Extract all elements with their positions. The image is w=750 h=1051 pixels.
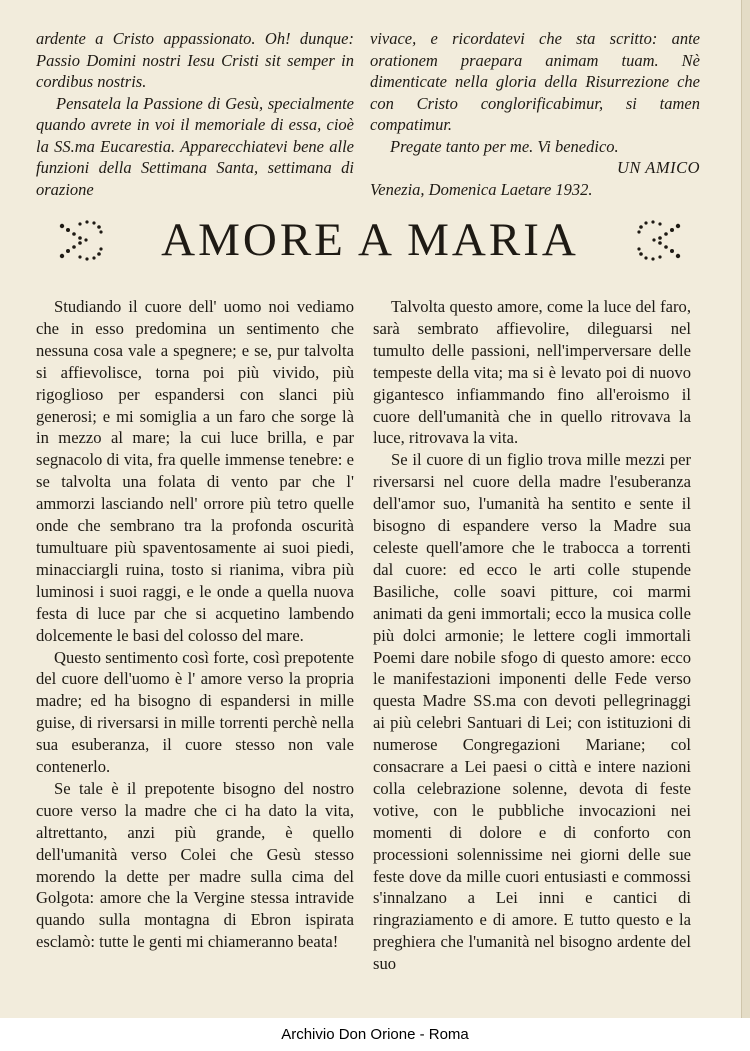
letter-column-right bbox=[370, 28, 700, 200]
article-column-right bbox=[373, 296, 691, 975]
article-paragraph: Questo sentimento così forte, così prepotente del cuore dell'uomo è l' amore verso la propria madre; ed ha bisogno di espandersi in mille guise, di riversarsi in mille torrenti perchè nella sua esuberanza, il cuore stesso non vale contenerlo. bbox=[36, 647, 354, 777]
article-paragraph: Studiando il cuore dell' uomo noi vediamo che in esso predomina un sentimento che nessuna cosa vale a spegnere; e se, pur talvolta si affievolisce, torna poi più vivido, più rigoglioso per espandersi con slanci più generosi; e mi somiglia a un faro che sorge là in mezzo al mare; la cui luce brilla, e par segnacolo di vita, fra quelle immense tenebre: e se talvolta una folata di vento par che l' ammorzi lasciando nell' orrore più tetro quelle onde che sembrano tra la profonda oscurità tumultuare più spaventosamente ai suoi piedi, minacciargli ruina, tosto si rianima, vibra più luminosi i suoi raggi, e le onde a quella nuova festa di luce par che si acquetino lambendo dolcemente le basi del colosso del mare. bbox=[36, 297, 354, 645]
letter-column-left bbox=[36, 28, 354, 200]
dotted-flourish-icon bbox=[634, 218, 684, 262]
letter-signature: UN AMICO bbox=[617, 158, 700, 177]
letter-paragraph: ardente a Cristo appassionato. Oh! dunque: Passio Domini nostri Iesu Cristi sit semper in cordibus nostris. bbox=[36, 29, 354, 91]
article-heading bbox=[50, 210, 690, 270]
article-title: AMORE A MARIA bbox=[161, 214, 579, 266]
page-edge bbox=[741, 0, 750, 1051]
letter-paragraph: vivace, e ricordatevi che sta scritto: ante orationem praepara animam tuam. Nè dimenticate nella gloria della Risurrezione che con Cristo conglorificabimur, si tamen compatimur. bbox=[370, 29, 700, 134]
article-paragraph: Talvolta questo amore, come la luce del faro, sarà sembrato affievolire, dileguarsi nel tumulto delle passioni, nell'imperversare delle tempeste della vita; ma si è levato poi di nuovo gigantesco infiammando fino all'eroismo il cuore dell'umanità che in quello ritrovava la luce, ritrovava la vita. bbox=[373, 297, 691, 448]
archive-footer bbox=[0, 1018, 750, 1051]
dotted-flourish-icon bbox=[56, 218, 106, 262]
letter-place-date: Venezia, Domenica Laetare 1932. bbox=[370, 179, 593, 199]
archive-label: Archivio Don Orione - Roma bbox=[281, 1026, 469, 1043]
article-paragraph: Se tale è il prepotente bisogno del nostro cuore verso la madre che ci ha dato la vita, altrettanto, anzi più grande, è quello dell'umanità verso Colei che Gesù stesso morendo la dette per madre sulla cima del Golgota: amore che la Vergine stessa intravide quando sulla montagna di Ebron ispirata esclamò: tutte le genti mi chiameranno beata! bbox=[36, 778, 354, 952]
article-column-left bbox=[36, 296, 354, 953]
letter-paragraph: Pregate tanto per me. Vi benedico. bbox=[390, 136, 619, 156]
article-paragraph: Se il cuore di un figlio trova mille mezzi per riversarsi nel cuore della madre l'esuberanza dell'amor suo, l'umanità ha sentito e sente il bisogno di espandere verso la Madre sua celeste quell'amore che le trabocca a torrenti dal cuore: ed ecco le arti colle stupende Basiliche, colle soavi pitture, coi marmi animati da geni immortali; ecco la musica colle più dolci armonie; le lettere cogli immortali Poemi dare nobile sfogo di questo amore: ecco le manifestazioni imponenti delle Fede verso questa Madre SS.ma con devoti pellegrinaggi ai più celebri Santuari di Lei; con istituzioni di numerose Congregazioni Mariane; col consacrare a Lei paesi o città e intere nazioni colla celebrazione solenne, devota di feste votive, con le pubbliche invocazioni nei momenti di dolore e di conforto con processioni solennissime nei giorni delle sue feste dove da mille cuori entusiasti e commossi s'innalzano a Lei inni e cantici di ringraziamento e di amore. E tutto questo e la preghiera che l'umanità nel bisogno ardente del suo bbox=[373, 450, 691, 974]
letter-paragraph: Pensatela la Passione di Gesù, specialmente quando avrete in voi il memoriale di essa, cioè la SS.ma Eucarestia. Apparecchiatevi bene alle funzioni della Settimana Santa, settimana di orazione bbox=[36, 93, 354, 199]
